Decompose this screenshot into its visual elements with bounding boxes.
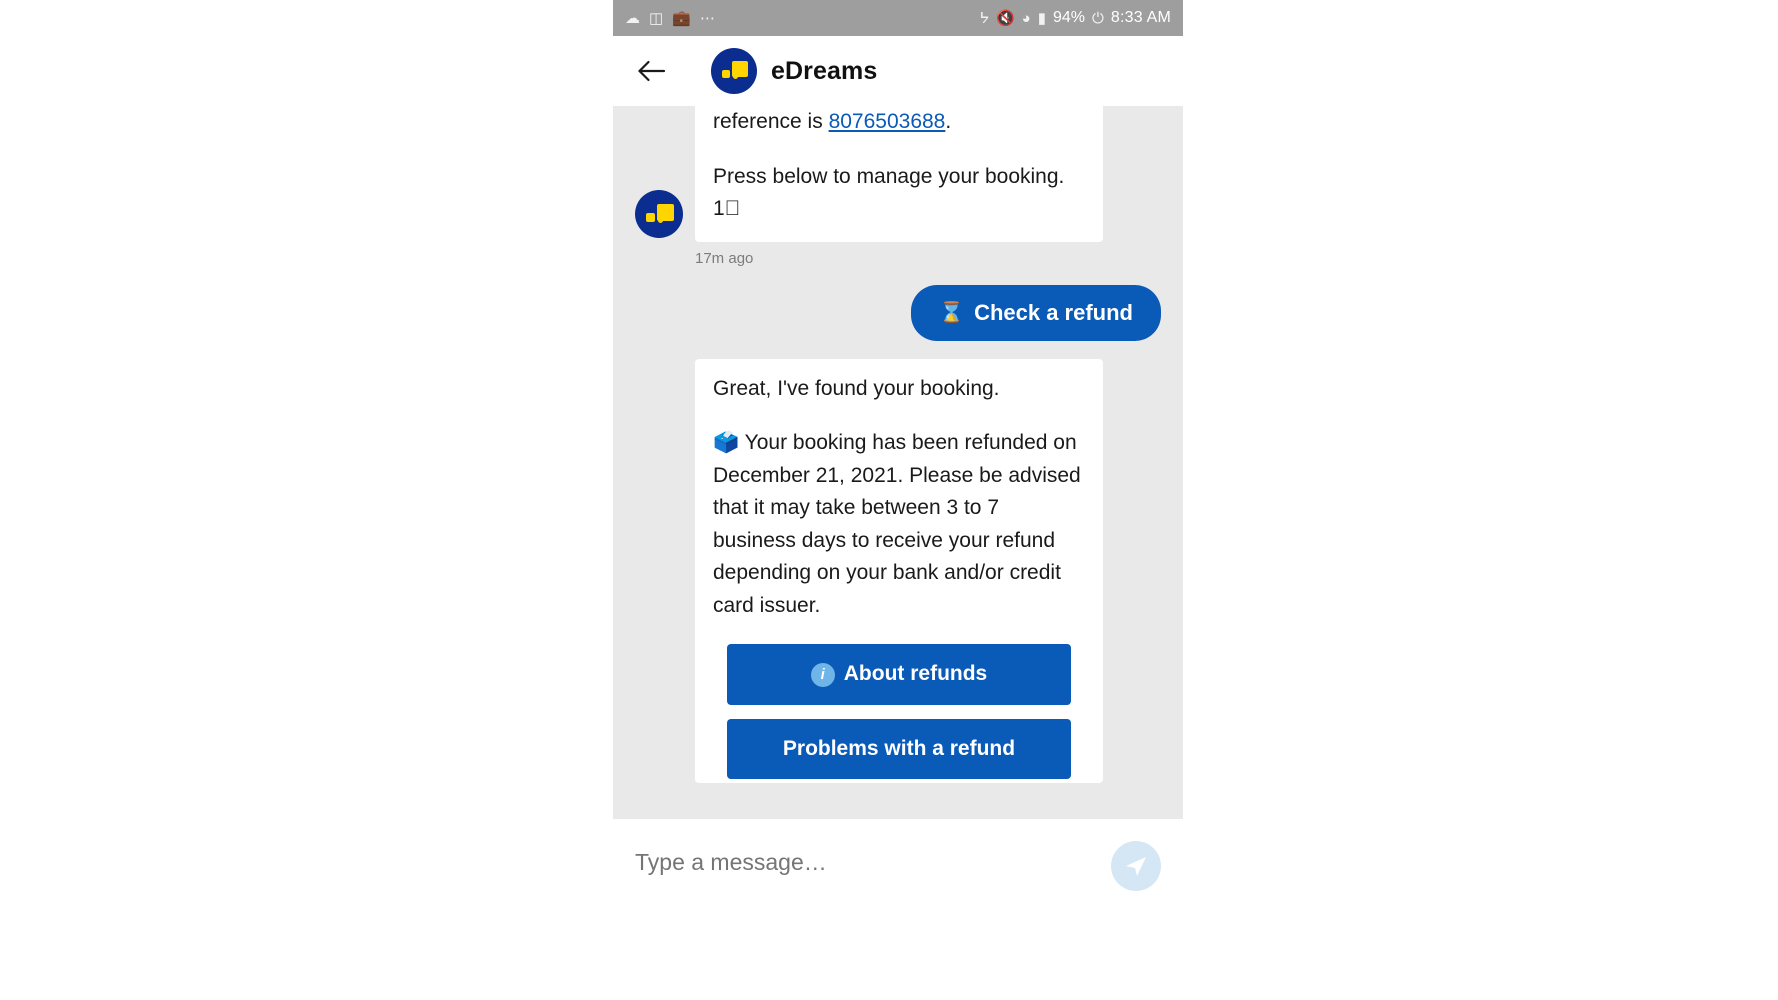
message-composer	[613, 819, 1183, 1000]
cloud-icon: ☁	[625, 9, 640, 27]
about-refunds-button[interactable]	[727, 644, 1071, 704]
hourglass-icon: ⌛	[939, 302, 965, 325]
brand	[711, 48, 877, 94]
status-bar-right-icons	[980, 9, 1171, 27]
user-message-check-a-refund[interactable]	[911, 285, 1161, 341]
booking-reference-line	[713, 106, 1085, 139]
back-arrow-icon[interactable]	[631, 50, 673, 92]
wifi-icon: ◕	[1021, 9, 1031, 27]
message-input[interactable]	[635, 841, 1111, 876]
send-button[interactable]	[1111, 841, 1161, 891]
app-header	[613, 36, 1183, 106]
message-timestamp: 17m ago	[695, 249, 754, 267]
mute-icon: 🔇	[995, 9, 1015, 27]
battery-icon: ⏻	[1092, 9, 1104, 27]
about-refunds-label: About refunds	[843, 662, 988, 686]
message-row-bot-2	[635, 359, 1161, 783]
bluetooth-icon: ᔭ	[979, 9, 989, 27]
chat-thread[interactable]	[613, 106, 1183, 819]
briefcase-icon: 💼	[672, 9, 691, 27]
status-bar-left-icons	[625, 11, 980, 26]
bot-refund-bubble	[695, 359, 1103, 783]
page-title: eDreams	[771, 56, 878, 85]
reference-suffix: .	[945, 110, 952, 133]
refund-details-line	[713, 427, 1085, 622]
message-row-bot-1	[635, 106, 1161, 242]
manage-booking-line: Press below to manage your booking. 1⃣	[713, 164, 1065, 221]
signal-icon: ▮	[1037, 9, 1046, 27]
info-icon: i	[811, 663, 835, 687]
battery-percentage: 94%	[1052, 9, 1086, 26]
avatar	[635, 190, 683, 238]
refund-found-line: Great, I've found your booking.	[713, 376, 1000, 400]
clock: 8:33 AM	[1110, 9, 1171, 26]
phone-screen	[613, 0, 1183, 1000]
refund-details-text: Your booking has been refunded on December 21, 2021. Please be advised that it may take between 3 to 7 business days to receive your refund depending on your bank and/or credit card issuer.	[713, 431, 1081, 617]
edreams-logo-icon	[711, 48, 757, 94]
quick-reply-buttons	[713, 644, 1085, 778]
status-bar	[613, 0, 1183, 36]
user-message-label: Check a refund	[974, 299, 1133, 325]
ballot-box-icon: 🗳️	[713, 431, 740, 455]
bot-message-bubble	[695, 106, 1103, 242]
problems-with-a-refund-button[interactable]: Problems with a refund	[727, 719, 1071, 779]
booking-reference-link[interactable]: 8076503688	[828, 110, 946, 133]
more-icon: ⋯	[699, 9, 715, 27]
message-row-user	[635, 285, 1161, 341]
sim-card-icon: ◫	[649, 9, 664, 27]
reference-prefix: reference is	[713, 110, 829, 133]
